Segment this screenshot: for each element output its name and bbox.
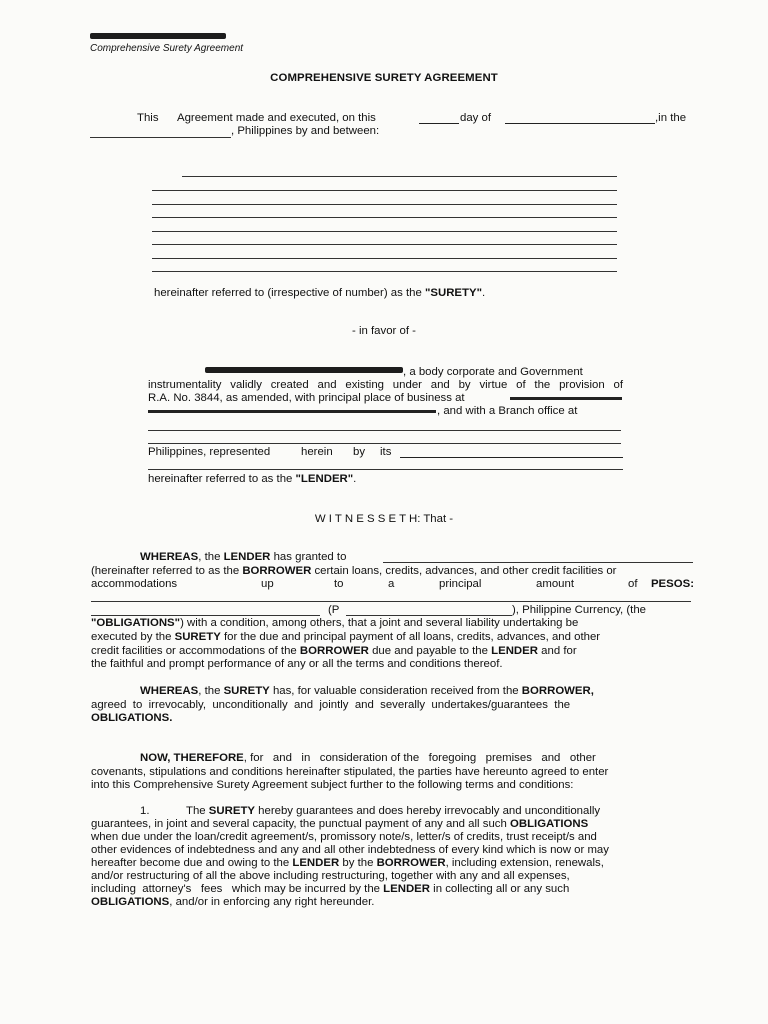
whereas1-line-2: (hereinafter referred to as the BORROWER certain loans, credits, advances, and other credit facilities or xyxy=(91,565,617,577)
intro-line-1: This Agreement made and executed, on this day of ,in the xyxy=(137,112,687,124)
clause1-number: 1. xyxy=(140,805,150,817)
lender-line-4: , and with a Branch office at xyxy=(437,405,578,417)
whereas1-line-3: accommodations up to a principal amount of PESOS: xyxy=(91,578,694,590)
lender-definition: hereinafter referred to as the "LENDER". xyxy=(148,473,357,485)
amount-words-blank xyxy=(91,615,320,616)
whereas1-line-7: credit facilities or accommodations of the BORROWER due and payable to the LENDER and for xyxy=(91,645,577,657)
represented-line: Philippines, represented herein by its xyxy=(148,446,623,460)
now-therefore-line-2: covenants, stipulations and conditions hereinafter stipulated, the parties have hereunto agreed to enter xyxy=(91,766,609,778)
peso-open: (P xyxy=(328,604,340,616)
clause1-line-5: hereafter become due and owing to the LENDER by the BORROWER, including extension, renewals, xyxy=(91,857,604,869)
surety-blank-line xyxy=(152,258,617,259)
surety-blank-line xyxy=(152,217,617,218)
surety-blank-line xyxy=(152,271,617,272)
witnesseth-heading: W I T N E S S E T H: That - xyxy=(314,513,454,525)
lender-line-2: instrumentality validly created and existing under and by virtue of the provision of xyxy=(148,379,623,391)
clause1-line-4: other evidences of indebtedness and any and all other indebtedness of every kind which is now or may xyxy=(91,844,609,856)
clause1-line-1: The SURETY hereby guarantees and does hereby irrevocably and unconditionally xyxy=(186,805,601,817)
whereas1-line-8: the faithful and prompt performance of any or all the terms and conditions thereof. xyxy=(91,658,503,670)
redacted-header-code xyxy=(90,33,226,39)
place-blank xyxy=(90,137,231,138)
surety-blank-line xyxy=(182,176,617,177)
clause1-line-6: and/or restructuring of all the above including restructuring, together with any and all expenses, xyxy=(91,870,570,882)
whereas2-line-2: agreed to irrevocably, unconditionally and jointly and severally undertakes/guarantees the xyxy=(91,699,571,711)
surety-blank-line xyxy=(152,204,617,205)
header-doc-name: Comprehensive Surety Agreement xyxy=(90,43,244,54)
clause1-line-8: OBLIGATIONS, and/or in enforcing any right hereunder. xyxy=(91,896,375,908)
whereas1-line-1: WHEREAS, the LENDER has granted to xyxy=(140,551,347,563)
now-therefore-line-1: NOW, THEREFORE, for and in consideration of the foregoing premises and other xyxy=(140,752,596,764)
currency-text: ), Philippine Currency, (the xyxy=(512,604,647,616)
clause1-line-2: guarantees, in joint and several capacity, the punctual payment of any and all such OBLIGATIONS xyxy=(91,818,589,830)
surety-blank-line xyxy=(152,190,617,191)
clause1-line-7: including attorney's fees which may be incurred by the LENDER in collecting all or any such xyxy=(91,883,570,895)
month-blank xyxy=(505,123,655,124)
amount-words-blank xyxy=(91,601,691,602)
representative-blank-line xyxy=(148,469,623,470)
redacted-address-part xyxy=(148,410,436,413)
lender-line-3: R.A. No. 3844, as amended, with principal place of business at xyxy=(148,392,465,404)
whereas1-line-5: "OBLIGATIONS") with a condition, among others, that a joint and several liability undertaking be xyxy=(91,617,579,629)
intro-line-2: , Philippines by and between: xyxy=(231,125,380,137)
representative-blank xyxy=(400,457,623,458)
lender-line-1: , a body corporate and Government xyxy=(403,366,583,378)
page-title: COMPREHENSIVE SURETY AGREEMENT xyxy=(270,72,498,84)
in-favor-of: - in favor of - xyxy=(352,325,416,337)
grantee-blank xyxy=(383,562,693,563)
surety-blank-line xyxy=(152,231,617,232)
surety-definition: hereinafter referred to (irrespective of number) as the "SURETY". xyxy=(154,287,486,299)
surety-blank-line xyxy=(152,244,617,245)
redacted-address-part xyxy=(510,397,622,400)
clause1-line-3: when due under the loan/credit agreement/s, promissory note/s, letter/s of credits, trust receipt/s and xyxy=(91,831,597,843)
whereas2-line-3: OBLIGATIONS. xyxy=(91,712,173,724)
whereas1-line-6: executed by the SURETY for the due and principal payment of all loans, credits, advances, and other xyxy=(91,631,601,643)
day-blank xyxy=(419,123,459,124)
branch-blank-line xyxy=(148,430,621,431)
branch-blank-line xyxy=(148,443,621,444)
redacted-lender-name xyxy=(205,367,403,373)
whereas2-line-1: WHEREAS, the SURETY has, for valuable consideration received from the BORROWER, xyxy=(140,685,594,697)
amount-figure-blank xyxy=(346,615,512,616)
now-therefore-line-3: into this Comprehensive Surety Agreement subject further to the following terms and conditions: xyxy=(91,779,574,791)
